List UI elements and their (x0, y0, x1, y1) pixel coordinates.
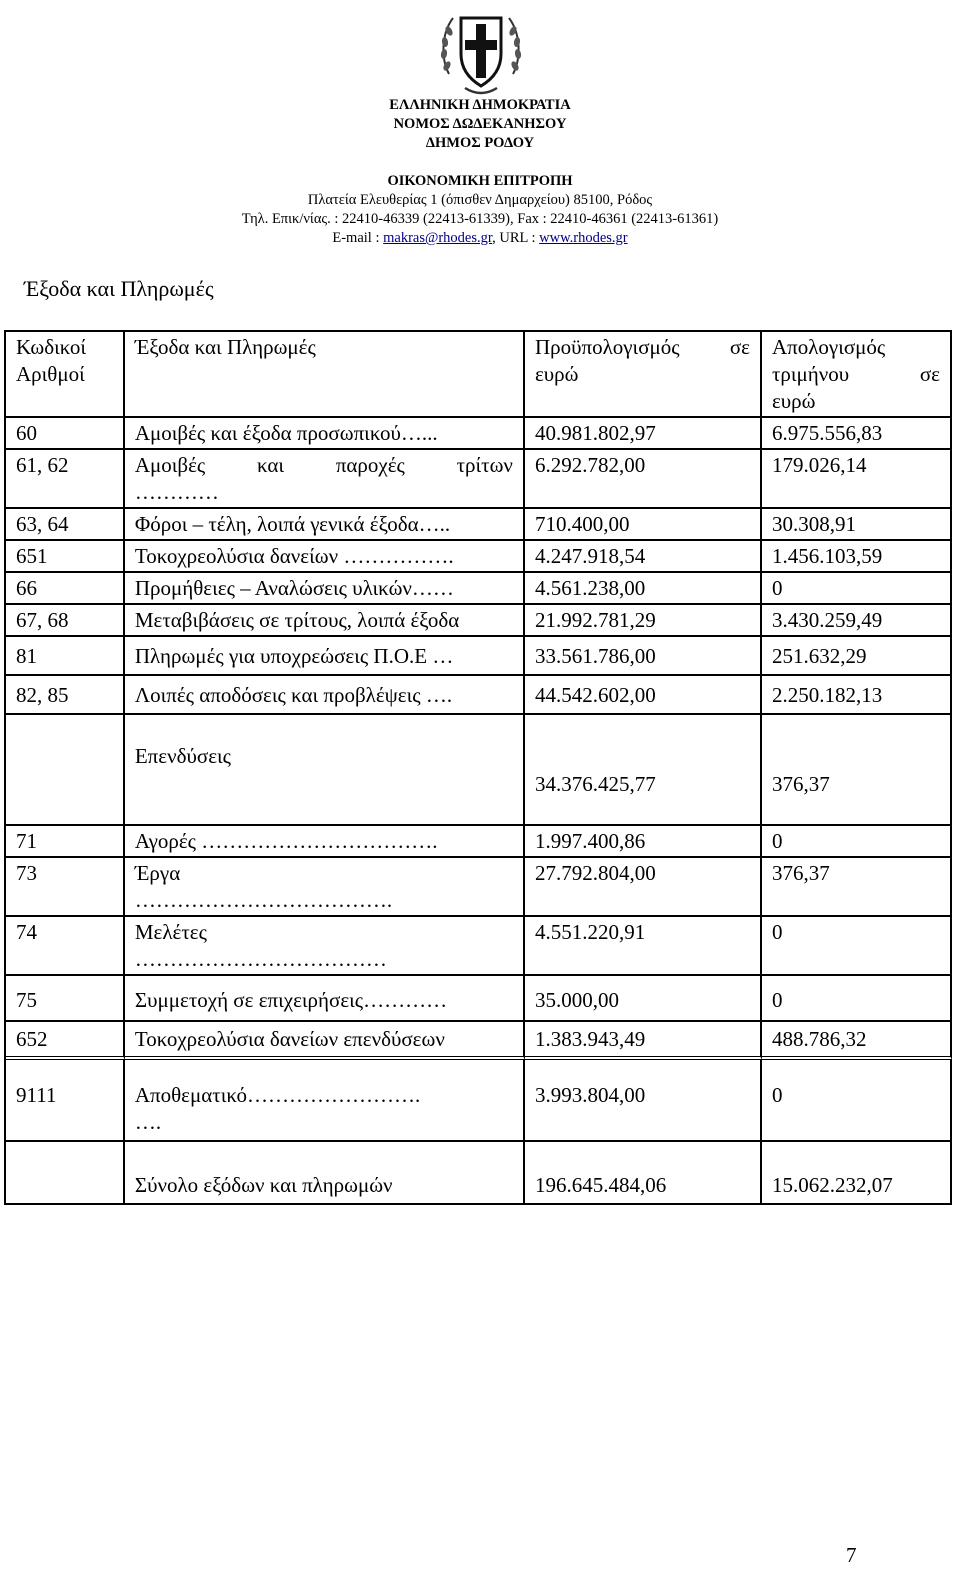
total-row (6, 1142, 952, 1205)
cell-budget: 4.551.220,91 (525, 917, 762, 976)
cell-budget: 3.993.804,00 (525, 1060, 762, 1142)
cell-code: 60 (6, 418, 125, 450)
investments-row (6, 715, 952, 826)
cell-budget: 1.997.400,86 (525, 826, 762, 858)
cell-code: 651 (6, 541, 125, 573)
document-header (140, 96, 820, 153)
cell-desc: Φόροι – τέλη, λοιπά γενικά έξοδα….. (125, 509, 525, 541)
cell-code: 63, 64 (6, 509, 125, 541)
cell-budget: 40.981.802,97 (525, 418, 762, 450)
cell-budget: 33.561.786,00 (525, 637, 762, 676)
cell-report: 0 (762, 826, 952, 858)
cell-desc: Συμμετοχή σε επιχειρήσεις………… (125, 976, 525, 1022)
cell-desc: Μεταβιβάσεις σε τρίτους, λοιπά έξοδα (125, 605, 525, 637)
header-municipality: ΔΗΜΟΣ ΡΟΔΟΥ (425, 135, 535, 151)
cell-code: 652 (6, 1022, 125, 1060)
cell-budget: 27.792.804,00 (525, 858, 762, 917)
cell-desc: Προμήθειες – Αναλώσεις υλικών…… (125, 573, 525, 605)
email-label: E-mail : (332, 230, 384, 246)
table-row (6, 541, 952, 573)
header-republic: ΕΛΛΗΝΙΚΗ ΔΗΜΟΚΡΑΤΙΑ (389, 97, 571, 113)
header-phones: Τηλ. Επικ/νίας. : 22410-46339 (22413-61339), Fax : 22410-46361 (22413-61361) (241, 211, 719, 227)
expenses-table (4, 330, 952, 1205)
cell-report: 488.786,32 (762, 1022, 952, 1060)
cell-code: 73 (6, 858, 125, 917)
total-report: 15.062.232,07 (762, 1142, 952, 1205)
url-label: , URL : (492, 230, 540, 246)
total-label: Σύνολο εξόδων και πληρωμών (125, 1142, 525, 1205)
cell-desc: Αμοιβές και παροχές τρίτων ………… (125, 450, 525, 509)
cell-report: 251.632,29 (762, 637, 952, 676)
cell-desc: Επενδύσεις (125, 715, 525, 826)
header-prefecture: ΝΟΜΟΣ ΔΩΔΕΚΑΝΗΣΟΥ (393, 116, 567, 132)
cell-budget: 710.400,00 (525, 509, 762, 541)
cell-code: 75 (6, 976, 125, 1022)
page-number: 7 (846, 1543, 857, 1567)
cell-desc: Πληρωμές για υποχρεώσεις Π.Ο.Ε … (125, 637, 525, 676)
cell-code: 71 (6, 826, 125, 858)
cell-budget: 6.292.782,00 (525, 450, 762, 509)
table-row (6, 976, 952, 1022)
table-row (6, 826, 952, 858)
cell-budget: 21.992.781,29 (525, 605, 762, 637)
cell-code: 61, 62 (6, 450, 125, 509)
cell-report: 0 (762, 573, 952, 605)
cell-budget: 35.000,00 (525, 976, 762, 1022)
cell-code: 81 (6, 637, 125, 676)
cell-report: 3.430.259,49 (762, 605, 952, 637)
cell-budget: 1.383.943,49 (525, 1022, 762, 1060)
cell-desc: Αποθεματικό……………………. …. (125, 1060, 525, 1142)
cell-code: 74 (6, 917, 125, 976)
cell-code (6, 1142, 125, 1205)
table-row (6, 573, 952, 605)
cell-desc: Έργα ………………………………. (125, 858, 525, 917)
cell-desc: Αγορές ……………………………. (125, 826, 525, 858)
total-budget: 196.645.484,06 (525, 1142, 762, 1205)
header-committee: ΟΙΚΟΝΟΜΙΚΗ ΕΠΙΤΡΟΠΗ (387, 173, 573, 189)
table-header-row (6, 332, 952, 418)
cell-report: 376,37 (762, 715, 952, 826)
cell-budget: 4.561.238,00 (525, 573, 762, 605)
greek-coat-of-arms-emblem (435, 4, 527, 98)
cell-desc: Τοκοχρεολύσια δανείων επενδύσεων (125, 1022, 525, 1060)
email-link[interactable]: makras@rhodes.gr (383, 230, 493, 246)
committee-block (140, 172, 820, 248)
cell-budget: 4.247.918,54 (525, 541, 762, 573)
header-contact-line (140, 229, 820, 248)
cell-report: 0 (762, 1060, 952, 1142)
header-address: Πλατεία Ελευθερίας 1 (όπισθεν Δημαρχείου) 85100, Ρόδος (307, 192, 653, 208)
table-row (6, 509, 952, 541)
website-link[interactable]: www.rhodes.gr (539, 230, 628, 246)
cell-desc: Λοιπές αποδόσεις και προβλέψεις …. (125, 676, 525, 715)
header-report: Απολογισμός τριμήνου σε ευρώ (762, 332, 952, 418)
cell-report: 0 (762, 976, 952, 1022)
cell-desc: Αμοιβές και έξοδα προσωπικού…... (125, 418, 525, 450)
table-row (6, 917, 952, 976)
header-description: Έξοδα και Πληρωμές (125, 332, 525, 418)
cell-code: 66 (6, 573, 125, 605)
table-row (6, 1022, 952, 1060)
cell-desc: Μελέτες ……………………………… (125, 917, 525, 976)
cell-report: 179.026,14 (762, 450, 952, 509)
table-row (6, 418, 952, 450)
cell-budget: 44.542.602,00 (525, 676, 762, 715)
cell-report: 376,37 (762, 858, 952, 917)
table-row (6, 858, 952, 917)
cell-report: 6.975.556,83 (762, 418, 952, 450)
header-budget: Προϋπολογισμός σε ευρώ (525, 332, 762, 418)
table-row (6, 605, 952, 637)
table-row (6, 1060, 952, 1142)
table-row (6, 637, 952, 676)
table-row (6, 450, 952, 509)
cell-report: 30.308,91 (762, 509, 952, 541)
cell-report: 0 (762, 917, 952, 976)
cell-report: 2.250.182,13 (762, 676, 952, 715)
cell-code: 82, 85 (6, 676, 125, 715)
table-row (6, 676, 952, 715)
cell-code: 67, 68 (6, 605, 125, 637)
cell-budget: 34.376.425,77 (525, 715, 762, 826)
cell-report: 1.456.103,59 (762, 541, 952, 573)
cell-code: 9111 (6, 1060, 125, 1142)
header-codes: Κωδικοί Αριθμοί (6, 332, 125, 418)
cell-desc: Τοκοχρεολύσια δανείων ……………. (125, 541, 525, 573)
section-title: Έξοδα και Πληρωμές (24, 276, 214, 301)
cell-code (6, 715, 125, 826)
